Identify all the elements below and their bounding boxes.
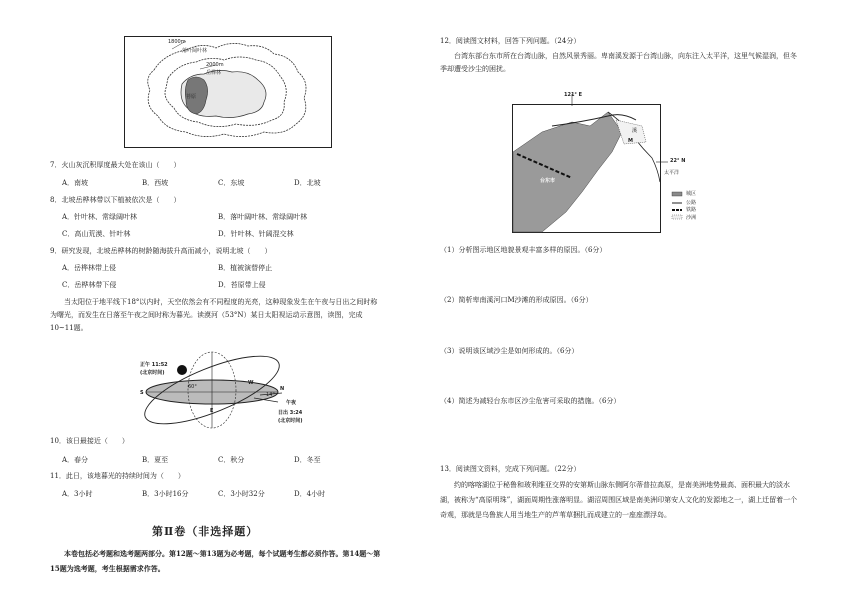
q12-part-2: （2）简析卑南溪河口M沙滩的形成原因。（6分）	[440, 296, 593, 304]
question-13-text: 约的喀喀湖位于秘鲁和玻利维亚交界的安第斯山脉东侧阿尔蒂普拉高原，是南美洲地势最高、面积最大的淡水湖，被称为“高原明珠”，湖面周期性涨落明显。湖沼周围区域是南美洲印第安人文化的发源地之一，湖上迁留着一个奇观，那就是乌鲁族人用当地生产的芦苇草捆扎而成建立的一座座漂浮岛。	[440, 481, 798, 519]
q11-option-a: A．3小时	[62, 490, 93, 498]
dir-s: S	[140, 390, 144, 396]
q7-option-a: A．南坡	[62, 179, 89, 187]
q7-option-c: C．东坡	[218, 179, 245, 187]
intro-paragraph: 当太阳位于地平线下18°以内时，天空依然会有不同程度的光亮，这种现象发生在午夜与日出之间时称为曙光，而发生在日落至午夜之间时称为暮光。读漠河（53°N）某日太阳视运动示意图，读图，完成10~11题。	[50, 298, 378, 332]
sea-label: 太平洋	[664, 170, 680, 176]
taitung-map	[512, 92, 742, 234]
question-10: 10．该日最接近（ ）	[50, 437, 129, 445]
question-9: 9．研究发现，北坡岳桦林的树龄随海拔升高而减小，说明北坡（ ）	[50, 247, 272, 255]
question-13-head: 13．阅读图文资料，完成下列问题。（22分）	[440, 465, 581, 473]
lon-label: 121° E	[564, 92, 583, 98]
midnight-label: 午夜	[286, 400, 297, 406]
q9-option-a: A．岳桦林带上侵	[62, 264, 117, 272]
label-2000m: 2000m	[206, 62, 224, 68]
q11-option-b: B．3小时16分	[142, 490, 189, 498]
sunrise-time: 日出 3:24	[278, 410, 303, 416]
dir-n: N	[280, 386, 285, 392]
q10-option-b: B．夏至	[142, 456, 169, 464]
question-12-head: 12．阅读图文材料，回答下列问题。（24分）	[440, 37, 581, 45]
legend-rail: 铁路	[686, 207, 697, 213]
label-tundra: 苔原	[186, 94, 197, 100]
dir-w: W	[248, 380, 254, 386]
q7-option-b: B．西坡	[142, 179, 169, 187]
section-title: 第Ⅱ卷（非选择题）	[152, 525, 259, 538]
q9-option-c: C．岳桦林带下侵	[62, 281, 117, 289]
legend-sandbar: 沙洲	[686, 215, 697, 221]
legend-urban: 城区	[686, 191, 697, 197]
q10-option-d: D．冬至	[294, 456, 321, 464]
map-legend	[672, 192, 682, 219]
question-12-text: 台湾东部台东市所在台湾山脉，自然风景秀丽。卑南溪发源于台湾山脉，向东注入太平洋，这里气候湿润，但冬季却遭受沙尘的困扰。	[440, 52, 797, 73]
legend-road: 公路	[686, 200, 697, 206]
q7-option-d: D．北坡	[294, 179, 321, 187]
q11-option-c: C．3小时32分	[218, 490, 265, 498]
section-note: 本卷包括必考题和选考题两部分。第12题～第13题为必考题，每个试题考生都必须作答。第14题～第15题为选考题，考生根据需求作答。	[50, 549, 381, 573]
right-column	[430, 0, 860, 608]
q11-option-d: D．4小时	[294, 490, 326, 498]
q8-option-b: B．落叶阔叶林、常绿阔叶林	[218, 213, 308, 221]
q12-part-3: （3）说明该区域沙尘是如何形成的。（6分）	[440, 347, 579, 355]
q10-option-c: C．秋分	[218, 456, 245, 464]
label-1800m: 1800m	[168, 39, 186, 45]
q8-option-a: A．针叶林、常绿阔叶林	[62, 213, 138, 221]
lat-label: 22° N	[670, 158, 686, 164]
q8-option-d: D．针叶林、针阔混交林	[218, 230, 294, 238]
label-birch: 岳桦林	[206, 70, 222, 76]
volcano-vegetation-map	[124, 36, 332, 148]
sunrise-sub: (北京时间)	[278, 418, 303, 424]
m-label: M	[628, 138, 633, 144]
label-broadleaf: 落叶阔叶林	[182, 48, 208, 54]
angle-60: 60°	[188, 384, 197, 390]
q12-part-4: （4）简述为减轻台东市区沙尘危害可采取的措施。（6分）	[440, 397, 621, 405]
q10-option-a: A．春分	[62, 456, 89, 464]
question-8: 8．北坡岳桦林带以下植被依次是（ ）	[50, 196, 181, 204]
question-11: 11．此日，该地暮光的持续时间为（ ）	[50, 472, 185, 480]
q8-option-c: C．高山荒漠、针叶林	[62, 230, 131, 238]
sun-path-diagram	[132, 350, 312, 430]
noon-sub: (北京时间)	[140, 370, 165, 376]
angle-14: 14°	[266, 392, 275, 398]
river-label: 溪	[632, 128, 638, 134]
dir-e: E	[210, 408, 214, 414]
q9-option-d: D．苔原带上侵	[218, 281, 266, 289]
sun-icon	[177, 365, 187, 375]
q12-part-1: （1）分析图示地区地貌景观丰富多样的原因。（6分）	[440, 246, 607, 254]
question-7: 7．火山灰沉积厚度最大处在该山（ ）	[50, 161, 181, 169]
q9-option-b: B．植被演替停止	[218, 264, 273, 272]
noon-label: 正午 11:52	[140, 362, 168, 368]
town-label: 台东市	[540, 178, 556, 184]
